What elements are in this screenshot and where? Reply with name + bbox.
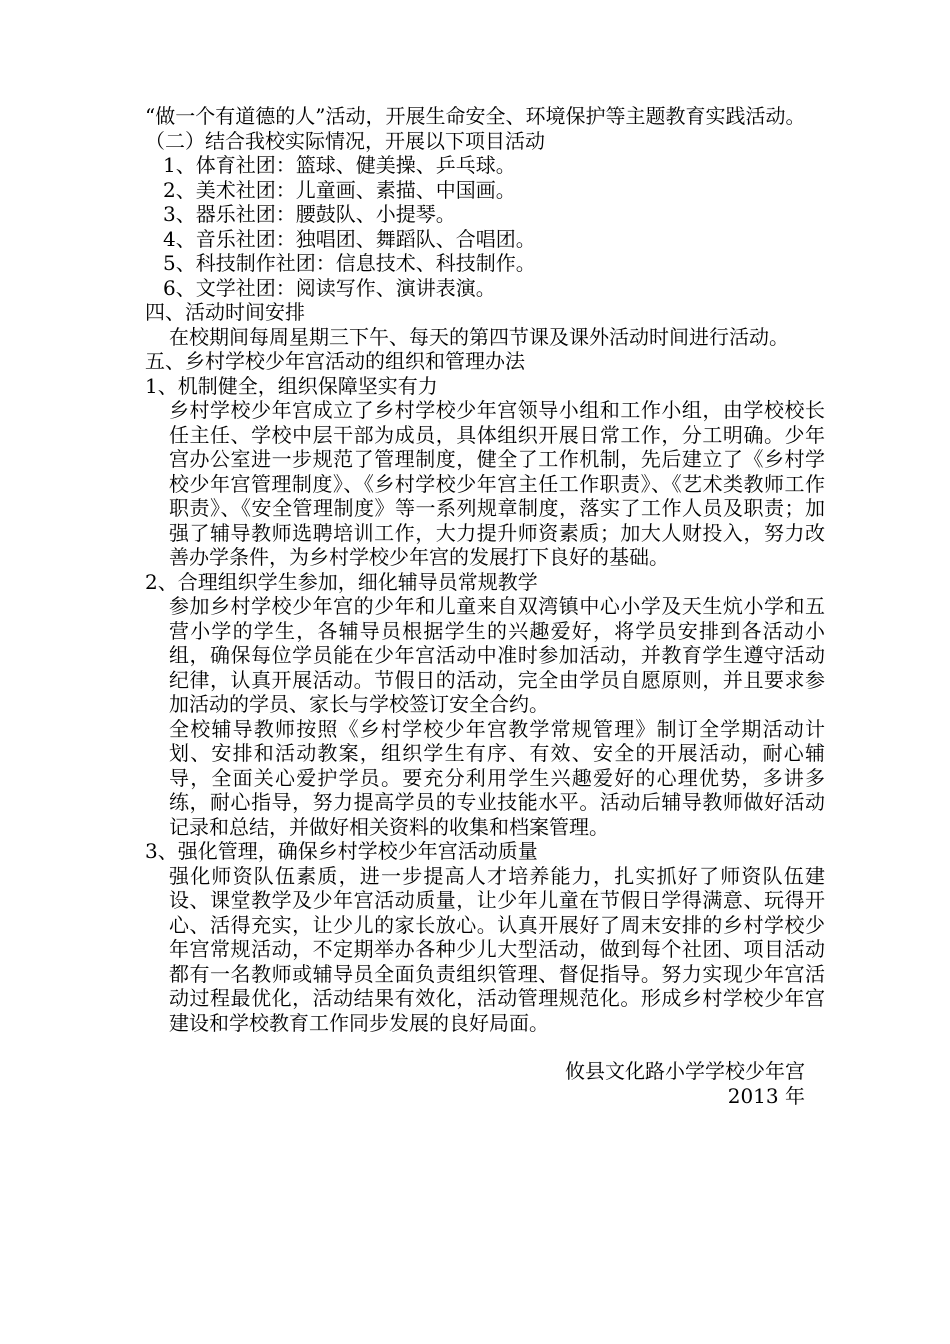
paragraph-moral-activity: “做一个有道德的人”活动，开展生命安全、环境保护等主题教育实践活动。 (145, 104, 806, 128)
signature-organization: 攸县文化路小学学校少年宫 (565, 1059, 805, 1083)
list-item-instrument: 3、器乐社团：腰鼓队、小提琴。 (163, 202, 456, 226)
list-item-art: 2、美术社团：儿童画、素描、中国画。 (163, 177, 516, 202)
list-item-sports: 1、体育社团：篮球、健美操、乒乓球。 (163, 153, 516, 177)
paragraph-mechanism: 乡村学校少年宫成立了乡村学校少年宫领导小组和工作小组，由学校校长任主任、学校中层干部为成员，具体组织开展日常工作，分工明确。少年宫办公室进一步规范了管理制度，健全了工作机制，先后建立了《乡村学校少年宫管理制度》、《乡村学校少年宫主任工作职责》、《艺术类教师工作职责》、《安全管理制度》等一系列规章制度，落实了工作人员及职责；加强了辅导教师选聘培训工作，大力提升师资素质；加大人财投入，努力改善办学条件，为乡村学校少年宫的发展打下良好的基础。 (169, 398, 825, 569)
paragraph-students: 参加乡村学校少年宫的少年和儿童来自双湾镇中心小学及天生炕小学和五营小学的学生，各辅导员根据学生的兴趣爱好，将学员安排到各活动小组，确保每位学员能在少年宫活动中准时参加活动，并教育学生遵守活动纪律，认真开展活动。节假日的活动，完全由学员自愿原则，并且要求参加活动的学员、家长与学校签订安全合约。 (169, 594, 825, 716)
section-heading-management: 五、乡村学校少年宫活动的组织和管理办法 (145, 349, 525, 373)
subheading-quality: 3、强化管理，确保乡村学校少年宫活动质量 (145, 839, 538, 863)
section-heading-schedule: 四、活动时间安排 (145, 300, 305, 324)
section-heading-projects: （二）结合我校实际情况，开展以下项目活动 (145, 128, 545, 153)
paragraph-quality: 强化师资队伍素质，进一步提高人才培养能力，扎实抓好了师资队伍建设、课堂教学及少年宫活动质量，让少年儿童在节假日学得满意、玩得开心、活得充实，让少儿的家长放心。认真开展好了周末安排的乡村学校少年宫常规活动，不定期举办各种少儿大型活动，做到每个社团、项目活动都有一名教师或辅导员全面负责组织管理、督促指导。努力实现少年宫活动过程最优化，活动结果有效化，活动管理规范化。形成乡村学校少年宫建设和学校教育工作同步发展的良好局面。 (169, 863, 825, 1035)
paragraph-teachers: 全校辅导教师按照《乡村学校少年宫教学常规管理》制订全学期活动计划、安排和活动教案，组织学生有序、有效、安全的开展活动，耐心辅导，全面关心爱护学员。要充分利用学生兴趣爱好的心理优势，多讲多练，耐心指导，努力提高学员的专业技能水平。活动后辅导教师做好活动记录和总结，并做好相关资料的收集和档案管理。 (169, 716, 825, 839)
subheading-organization: 2、合理组织学生参加，细化辅导员常规教学 (145, 569, 538, 594)
document-body (145, 104, 825, 1108)
list-item-technology: 5、科技制作社团：信息技术、科技制作。 (163, 251, 536, 275)
subheading-mechanism: 1、机制健全，组织保障坚实有力 (145, 373, 438, 398)
paragraph-schedule: 在校期间每周星期三下午、每天的第四节课及课外活动时间进行活动。 (169, 324, 789, 349)
list-item-literature: 6、文学社团：阅读写作、演讲表演。 (163, 275, 496, 300)
signature-year: 2013 年 (727, 1083, 805, 1108)
spacer (145, 1035, 825, 1059)
list-item-music: 4、音乐社团：独唱团、舞蹈队、合唱团。 (163, 226, 536, 251)
